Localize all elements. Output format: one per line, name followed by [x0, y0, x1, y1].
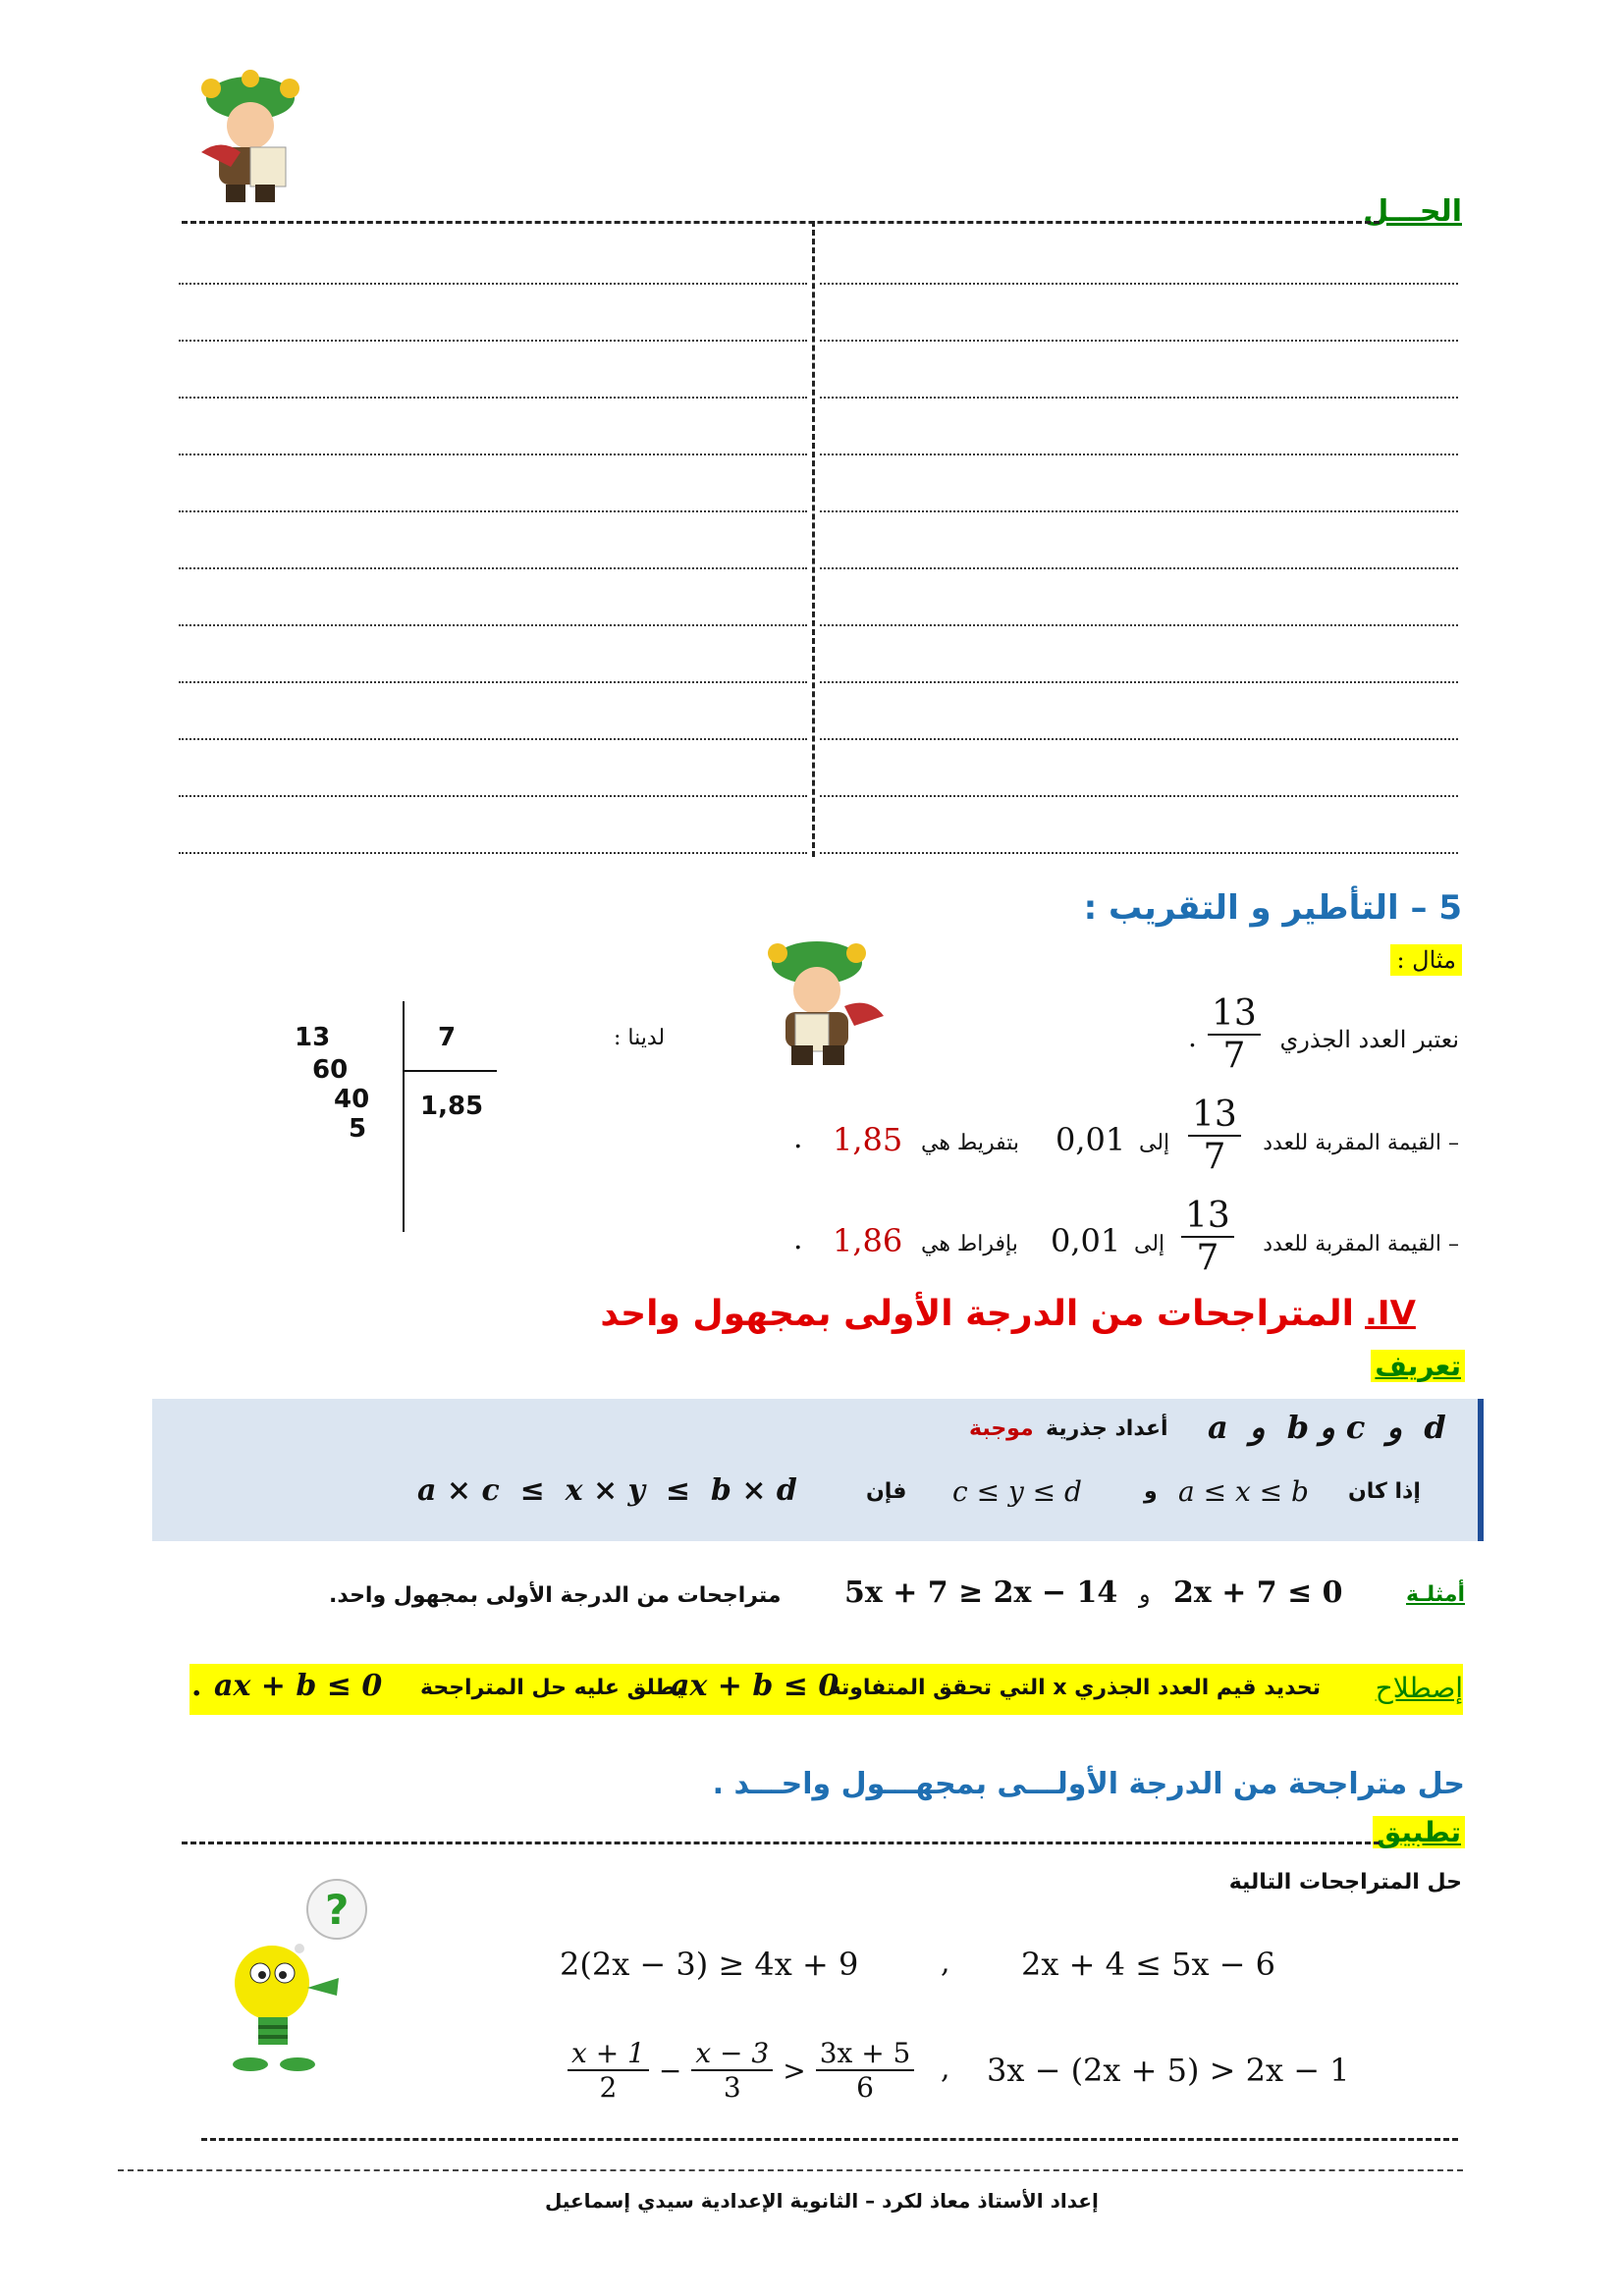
dotted-line [179, 681, 807, 683]
solve-heading: حل متراجحة من الدرجة الأولـــى بمجهـــول واحـــد . [712, 1767, 1465, 1801]
example-label: مثال : [1390, 944, 1462, 976]
dotted-line [820, 454, 1458, 455]
definition-line1-text: أعداد جذرية [1046, 1416, 1168, 1441]
dotted-line [820, 624, 1458, 626]
section4-title: المتراجحات من الدرجة الأولى بمجهول واحد [600, 1294, 1354, 1334]
application-label: تطبيق [1373, 1816, 1465, 1848]
approx-line2-to: إلى [1134, 1232, 1165, 1256]
division-remainder: 5 [349, 1114, 367, 1144]
example-inequality-1: 2x + 7 ≤ 0 [1173, 1575, 1343, 1610]
dotted-line [820, 567, 1458, 569]
division-divisor: 7 [438, 1023, 457, 1052]
definition-line1-vars: a و b و c و d [1208, 1409, 1446, 1446]
jester-character-icon [182, 59, 319, 211]
terminology-label: إصطلاح [1375, 1672, 1463, 1704]
period: . [191, 1669, 202, 1703]
terminology-ineq1: ax + b ≤ 0 [671, 1669, 839, 1703]
period: . [793, 1222, 803, 1256]
fraction-numerator: 3x + 5 [819, 2037, 911, 2069]
application-instruction: حل المتراجحات التالية [1228, 1870, 1462, 1895]
dotted-line [820, 795, 1458, 797]
period: . [793, 1121, 803, 1155]
approx-line2-mode: بإفراط هي [921, 1232, 1018, 1256]
terminology-bar [189, 1664, 1463, 1715]
dotted-line [179, 738, 807, 740]
dotted-line [179, 283, 807, 285]
dotted-line [820, 397, 1458, 399]
examples-label: أمثلـة [1406, 1582, 1465, 1607]
dotted-line [179, 795, 807, 797]
fraction-denominator: 7 [1222, 1036, 1246, 1076]
division-quotient: 1,85 [420, 1092, 484, 1121]
fraction-denominator: 3 [723, 2071, 741, 2104]
greater-than-sign: > [783, 2054, 806, 2087]
examples-text: متراجحات من الدرجة الأولى بمجهول واحد. [329, 1583, 782, 1608]
examples-and: و [1139, 1580, 1151, 1608]
fraction-13-7 [1208, 993, 1261, 1076]
definition-line2-if: إذا كان [1348, 1479, 1421, 1504]
dotted-line [179, 510, 807, 512]
footer-text: إعداد الأستاذ معاذ لكرد – الثانوية الإعدادية سيدي إسماعيل [545, 2189, 1099, 2213]
solution-center-divider [812, 221, 815, 857]
approx-line1-mode: بتفريط هي [921, 1131, 1019, 1155]
approx-line2-prefix: – القيمة المقربة للعدد [1263, 1232, 1459, 1256]
definition-line2-cond2: c ≤ y ≤ d [952, 1475, 1082, 1508]
application-dashed-line [182, 1842, 1380, 1844]
terminology-text-a: تحديد قيم العدد الجذري x التي تحقق المتفاوتة [828, 1676, 1321, 1700]
dotted-line [179, 340, 807, 342]
we-have-text: لدينا : [614, 1026, 666, 1050]
comma: , [941, 2052, 950, 2086]
fraction-13-7 [1181, 1196, 1234, 1278]
solution-title: الحـــل [1363, 194, 1462, 229]
dotted-line [179, 852, 807, 854]
section5-title: 5 – التأطير و التقريب : [1083, 888, 1462, 928]
dotted-line [820, 738, 1458, 740]
definition-line2-and: و [1144, 1479, 1158, 1504]
definition-label: تعريف [1371, 1350, 1465, 1382]
inequality-c: 3x − (2x + 5) > 2x − 1 [987, 2052, 1350, 2089]
fraction-denominator: 7 [1203, 1137, 1226, 1177]
dotted-line [179, 567, 807, 569]
division-vertical-line [403, 1001, 405, 1232]
section4-numeral: .IV [1365, 1294, 1416, 1333]
dotted-line [820, 283, 1458, 285]
division-remainder: 40 [334, 1085, 370, 1114]
definition-positive: موجبة [969, 1416, 1034, 1441]
approx-line1-prefix: – القيمة المقربة للعدد [1263, 1131, 1459, 1155]
precision-value: 0,01 [1051, 1222, 1121, 1259]
fraction-inequality [568, 2037, 914, 2104]
period: . [1188, 1021, 1197, 1053]
lightbulb-question-character-icon [221, 1870, 368, 2076]
dotted-line [179, 624, 807, 626]
dotted-line [820, 852, 1458, 854]
fraction-numerator: x − 3 [695, 2037, 770, 2069]
fraction-numerator: 13 [1185, 1196, 1230, 1236]
comma: , [941, 1946, 950, 1980]
dotted-line [820, 340, 1458, 342]
approx-line1-to: إلى [1139, 1131, 1170, 1155]
dotted-line [820, 681, 1458, 683]
jester-character-icon [746, 928, 893, 1070]
precision-value: 0,01 [1056, 1121, 1126, 1158]
solution-top-dashed-line [182, 221, 1380, 224]
inequality-b: 2(2x − 3) ≥ 4x + 9 [560, 1946, 859, 1983]
dotted-line [179, 454, 807, 455]
application-bottom-dashed-line [201, 2138, 1458, 2141]
consider-text: نعتبر العدد الجذري [1279, 1026, 1459, 1053]
division-remainder: 60 [312, 1055, 349, 1085]
fraction-numerator: x + 1 [571, 2037, 645, 2069]
definition-box [152, 1399, 1484, 1541]
svg-text:?: ? [325, 1886, 350, 1934]
inequality-a: 2x + 4 ≤ 5x − 6 [1021, 1946, 1275, 1983]
definition-line2-result: a × c ≤ x × y ≤ b × d [417, 1473, 797, 1508]
definition-line2-cond1: a ≤ x ≤ b [1178, 1475, 1309, 1508]
fraction-numerator: 13 [1192, 1095, 1237, 1135]
example-inequality-2: 5x + 7 ≥ 2x − 14 [844, 1575, 1118, 1610]
fraction-13-7 [1188, 1095, 1241, 1177]
fraction-numerator: 13 [1212, 993, 1257, 1034]
minus-sign: − [658, 2054, 682, 2087]
footer-separator [118, 2169, 1463, 2171]
approx-line1-value: 1,85 [833, 1121, 903, 1158]
approx-line2-value: 1,86 [833, 1222, 903, 1259]
division-dividend: 13 [295, 1023, 331, 1052]
division-horizontal-line [403, 1070, 497, 1072]
dotted-line [820, 510, 1458, 512]
fraction-denominator: 7 [1196, 1238, 1219, 1278]
terminology-text-b: يطلق عليه حل المتراجحة [420, 1676, 685, 1700]
definition-line2-then: فإن [866, 1479, 907, 1504]
dotted-line [179, 397, 807, 399]
fraction-denominator: 6 [856, 2071, 874, 2104]
fraction-denominator: 2 [599, 2071, 618, 2104]
terminology-ineq2: ax + b ≤ 0 [214, 1669, 383, 1703]
